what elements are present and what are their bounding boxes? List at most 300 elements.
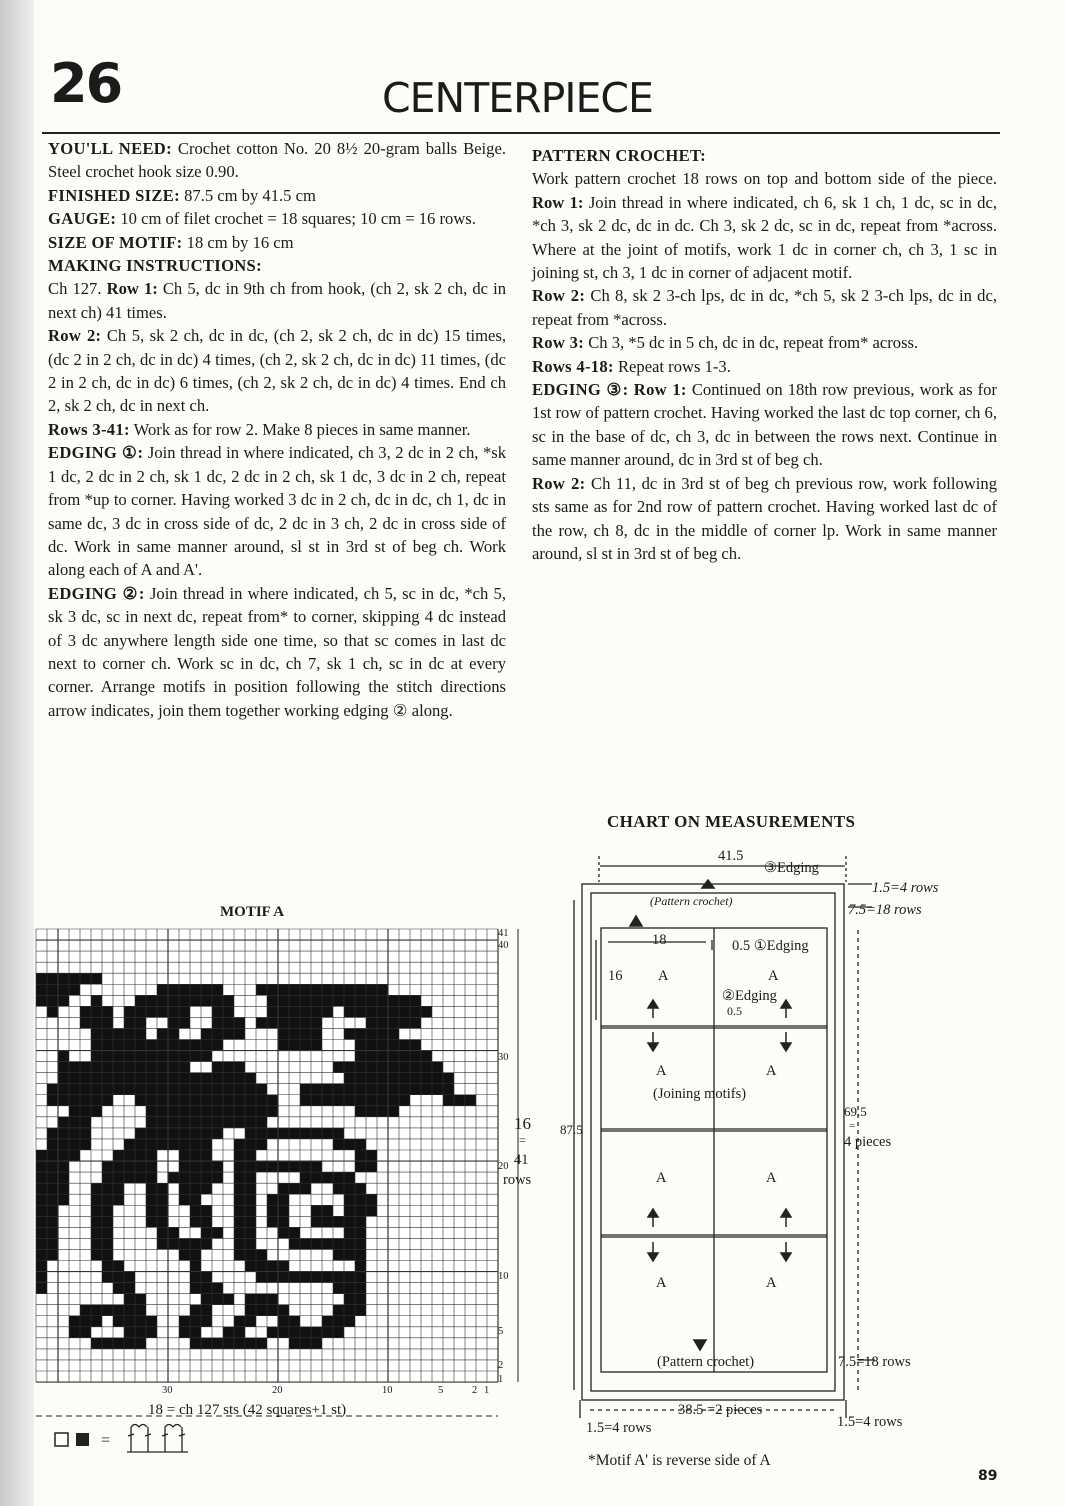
filled-mesh-square (289, 1017, 300, 1028)
filled-mesh-square (47, 1249, 58, 1260)
filled-mesh-square (212, 1128, 223, 1139)
filled-mesh-square (80, 1106, 91, 1117)
filled-mesh-square (344, 1294, 355, 1305)
filled-mesh-square (410, 1006, 421, 1017)
filled-mesh-square (245, 1073, 256, 1084)
row-number-1: 1 (498, 1374, 504, 1385)
filled-mesh-square (102, 1338, 113, 1349)
filled-mesh-square (355, 1272, 366, 1283)
paragraph-label: FINISHED SIZE: (48, 185, 180, 205)
filled-mesh-square (113, 1305, 124, 1316)
filled-mesh-square (157, 1084, 168, 1095)
filled-mesh-square (234, 1139, 245, 1150)
filled-mesh-square (267, 1261, 278, 1272)
filled-mesh-square (311, 1040, 322, 1051)
filled-mesh-square (355, 1095, 366, 1106)
filled-mesh-square (58, 973, 69, 984)
filled-mesh-square (278, 1028, 289, 1039)
filled-mesh-square (80, 1316, 91, 1327)
filled-mesh-square (113, 1028, 124, 1039)
measure-edging3: ③Edging (764, 860, 819, 876)
filled-mesh-square (58, 1194, 69, 1205)
filled-mesh-square (80, 1062, 91, 1073)
filled-mesh-square (344, 1283, 355, 1294)
filled-mesh-square (201, 1227, 212, 1238)
filled-mesh-square (223, 1017, 234, 1028)
filled-mesh-square (124, 1051, 135, 1062)
filled-mesh-square (212, 1084, 223, 1095)
filled-mesh-square (388, 1017, 399, 1028)
filled-mesh-square (300, 1327, 311, 1338)
filled-mesh-square (223, 995, 234, 1006)
filled-mesh-square (234, 1205, 245, 1216)
filled-mesh-square (179, 1006, 190, 1017)
left_column-paragraph (48, 441, 506, 581)
filled-mesh-square (333, 1238, 344, 1249)
filled-mesh-square (234, 1216, 245, 1227)
filled-mesh-square (157, 984, 168, 995)
filled-mesh-square (311, 1006, 322, 1017)
filled-mesh-square (267, 1216, 278, 1227)
filled-mesh-square (223, 1073, 234, 1084)
filled-mesh-square (256, 1128, 267, 1139)
filled-mesh-square (69, 1150, 80, 1161)
filled-mesh-square (234, 1106, 245, 1117)
filled-mesh-square (278, 1305, 289, 1316)
col-number-1: 1 (484, 1385, 490, 1396)
filled-mesh-square (58, 1095, 69, 1106)
filled-mesh-square (201, 1117, 212, 1128)
filled-mesh-square (36, 1150, 47, 1161)
filled-mesh-square (135, 1062, 146, 1073)
filled-mesh-square (36, 984, 47, 995)
filled-mesh-square (421, 1073, 432, 1084)
filled-mesh-square (113, 1194, 124, 1205)
filled-mesh-square (102, 1305, 113, 1316)
filled-mesh-square (157, 1183, 168, 1194)
filled-mesh-square (91, 1205, 102, 1216)
filled-mesh-square (157, 1139, 168, 1150)
filled-mesh-square (234, 1084, 245, 1095)
filled-mesh-square (311, 1017, 322, 1028)
filled-mesh-square (102, 1172, 113, 1183)
filled-mesh-square (322, 1095, 333, 1106)
filled-mesh-square (146, 1073, 157, 1084)
filled-mesh-square (146, 1216, 157, 1227)
paragraph-text: Ch 127. (48, 279, 107, 299)
filled-mesh-square (344, 1305, 355, 1316)
filled-mesh-square (256, 1161, 267, 1172)
filled-mesh-square (223, 1327, 234, 1338)
filled-mesh-square (355, 1084, 366, 1095)
filled-mesh-square (190, 1238, 201, 1249)
filled-mesh-square (91, 1073, 102, 1084)
filled-mesh-square (344, 1227, 355, 1238)
filled-mesh-square (322, 984, 333, 995)
filled-mesh-square (201, 1172, 212, 1183)
filled-mesh-square (223, 1062, 234, 1073)
measure-pattern-bottom: (Pattern crochet) (657, 1354, 755, 1370)
filled-mesh-square (377, 1062, 388, 1073)
filled-mesh-square (190, 984, 201, 995)
filled-mesh-square (432, 1084, 443, 1095)
filled-mesh-square (300, 1028, 311, 1039)
filled-mesh-square (36, 1161, 47, 1172)
filled-mesh-square (366, 1106, 377, 1117)
filled-mesh-square (157, 1205, 168, 1216)
filled-mesh-square (113, 1283, 124, 1294)
filled-mesh-square (190, 1305, 201, 1316)
paragraph-text: Ch 5, dc in 9th ch from hook, (ch 2, sk 2 ch, dc in next ch) 41 times. (48, 279, 506, 322)
filled-mesh-square (278, 984, 289, 995)
filled-mesh-square (157, 1028, 168, 1039)
measure-inner-w: 38.5 =2 pieces (678, 1402, 763, 1418)
measure-width: 41.5 (718, 848, 744, 864)
filled-mesh-square (234, 1238, 245, 1249)
filled-mesh-square (135, 1139, 146, 1150)
filled-mesh-square (102, 1261, 113, 1272)
filled-mesh-square (344, 1006, 355, 1017)
filled-mesh-square (256, 1084, 267, 1095)
filled-mesh-square (212, 1227, 223, 1238)
filled-mesh-square (212, 1073, 223, 1084)
filled-mesh-square (278, 1017, 289, 1028)
paragraph-text: Work pattern crochet 18 rows on top and bottom side of the piece. (532, 169, 997, 189)
filled-mesh-square (300, 1040, 311, 1051)
filled-mesh-square (344, 1028, 355, 1039)
filled-mesh-square (267, 995, 278, 1006)
paragraph-label: Row 2: (48, 326, 102, 346)
filled-mesh-square (399, 1062, 410, 1073)
cell-a-7: A (656, 1275, 667, 1291)
filled-mesh-square (36, 1227, 47, 1238)
filled-mesh-square (124, 1272, 135, 1283)
filled-mesh-square (245, 1216, 256, 1227)
filled-mesh-square (300, 1238, 311, 1249)
filled-mesh-square (421, 1062, 432, 1073)
filled-mesh-square (388, 1040, 399, 1051)
filled-mesh-square (69, 1316, 80, 1327)
paragraph-text: Ch 8, sk 2 3-ch lps, dc in dc, *ch 5, sk 2 3-ch lps, dc in dc, repeat from *across. (532, 286, 997, 329)
filled-mesh-square (146, 1183, 157, 1194)
filled-mesh-square (179, 1150, 190, 1161)
filled-mesh-square (113, 1316, 124, 1327)
filled-mesh-square (146, 1194, 157, 1205)
filled-mesh-square (333, 1139, 344, 1150)
filled-mesh-square (355, 1261, 366, 1272)
filled-mesh-square (322, 1327, 333, 1338)
filled-mesh-square (36, 1172, 47, 1183)
paragraph-row-label: Row 1: (106, 279, 158, 299)
filled-mesh-square (80, 1327, 91, 1338)
filled-mesh-square (377, 1028, 388, 1039)
filled-mesh-square (289, 1272, 300, 1283)
filled-mesh-square (69, 1095, 80, 1106)
paragraph-text: 18 cm by 16 cm (182, 232, 294, 252)
filled-mesh-square (267, 1017, 278, 1028)
filled-mesh-square (223, 1084, 234, 1095)
filled-mesh-square (245, 1172, 256, 1183)
filled-mesh-square (146, 995, 157, 1006)
filled-mesh-square (102, 1249, 113, 1260)
filled-mesh-square (256, 1139, 267, 1150)
right_column-paragraph (532, 167, 997, 284)
filled-mesh-square (234, 1183, 245, 1194)
filled-mesh-square (157, 1006, 168, 1017)
measure-inner-eq: = (849, 1120, 856, 1132)
filled-mesh-square (91, 1051, 102, 1062)
filled-mesh-square (179, 1106, 190, 1117)
filled-mesh-square (102, 1183, 113, 1194)
filled-mesh-square (366, 1095, 377, 1106)
filled-mesh-square (157, 1194, 168, 1205)
row-number-20: 20 (498, 1161, 509, 1172)
row-number-30: 30 (498, 1052, 509, 1063)
filled-mesh-square (278, 1327, 289, 1338)
filled-mesh-square (355, 1062, 366, 1073)
filled-mesh-square (256, 1017, 267, 1028)
filled-mesh-square (201, 1183, 212, 1194)
row-number-5: 5 (498, 1326, 504, 1337)
filled-mesh-square (146, 1084, 157, 1095)
motifs-area (601, 928, 827, 1372)
filled-mesh-square (113, 1150, 124, 1161)
filled-mesh-square (80, 1095, 91, 1106)
filled-mesh-square (377, 1017, 388, 1028)
paragraph-label: Row 3: (532, 333, 585, 353)
motif-chart-title: MOTIF A (220, 904, 285, 920)
filled-mesh-square (300, 1084, 311, 1095)
filled-mesh-square (190, 1150, 201, 1161)
filled-mesh-square (212, 1161, 223, 1172)
filled-mesh-square (234, 1161, 245, 1172)
filled-mesh-square (168, 1095, 179, 1106)
col-number-5: 5 (438, 1385, 444, 1396)
filled-mesh-square (190, 1161, 201, 1172)
filled-mesh-square (267, 1305, 278, 1316)
filled-mesh-square (201, 1294, 212, 1305)
filled-mesh-square (146, 1040, 157, 1051)
filled-mesh-square (113, 1062, 124, 1073)
filled-mesh-square (289, 1183, 300, 1194)
filled-mesh-square (190, 1272, 201, 1283)
filled-mesh-square (212, 1172, 223, 1183)
filled-mesh-square (135, 1051, 146, 1062)
filled-mesh-square (146, 1172, 157, 1183)
filled-mesh-square (168, 995, 179, 1006)
filled-mesh-square (69, 984, 80, 995)
filled-mesh-square (135, 1073, 146, 1084)
filled-mesh-square (91, 1017, 102, 1028)
filled-mesh-square (58, 1128, 69, 1139)
filled-mesh-square (212, 1117, 223, 1128)
filled-mesh-square (190, 1172, 201, 1183)
paragraph-label: Row 2: (532, 286, 586, 306)
filled-mesh-square (102, 1238, 113, 1249)
filled-mesh-square (223, 1106, 234, 1117)
filled-mesh-square (344, 1316, 355, 1327)
filled-mesh-square (344, 1095, 355, 1106)
cell-a-1: A (658, 968, 669, 984)
filled-mesh-square (179, 1095, 190, 1106)
filled-mesh-square (91, 1040, 102, 1051)
filled-mesh-square (146, 1095, 157, 1106)
cell-a-6: A (766, 1170, 777, 1186)
filled-mesh-square (278, 1205, 289, 1216)
filled-mesh-square (201, 1161, 212, 1172)
filled-mesh-square (201, 1238, 212, 1249)
filled-mesh-square (454, 1095, 465, 1106)
filled-mesh-square (91, 1238, 102, 1249)
filled-mesh-square (102, 1227, 113, 1238)
filled-mesh-square (146, 1062, 157, 1073)
filled-mesh-square (355, 1150, 366, 1161)
col-number-30: 30 (162, 1385, 173, 1396)
motif-reverse-note: *Motif A' is reverse side of A (588, 1452, 771, 1469)
filled-mesh-square (190, 1139, 201, 1150)
filled-mesh-square (201, 984, 212, 995)
filled-mesh-square (300, 1128, 311, 1139)
filled-mesh-square (223, 1006, 234, 1017)
filled-mesh-square (179, 1316, 190, 1327)
filled-mesh-square (245, 1128, 256, 1139)
filled-mesh-square (377, 1084, 388, 1095)
filled-mesh-square (333, 1316, 344, 1327)
filled-mesh-square (157, 1227, 168, 1238)
filled-mesh-square (47, 1150, 58, 1161)
filled-mesh-square (267, 1194, 278, 1205)
filled-mesh-square (355, 1040, 366, 1051)
filled-mesh-square (322, 1128, 333, 1139)
filled-mesh-square (366, 1073, 377, 1084)
filled-mesh-square (212, 1095, 223, 1106)
filled-mesh-square (102, 1272, 113, 1283)
filled-mesh-square (102, 1073, 113, 1084)
filled-mesh-square (256, 1305, 267, 1316)
filled-mesh-square (212, 1006, 223, 1017)
filled-mesh-square (91, 1249, 102, 1260)
filled-mesh-square (124, 1040, 135, 1051)
filled-mesh-square (212, 1338, 223, 1349)
filled-mesh-square (256, 1272, 267, 1283)
filled-mesh-square (245, 1150, 256, 1161)
filled-mesh-square (267, 1327, 278, 1338)
cell-a-8: A (766, 1275, 777, 1291)
filled-mesh-square (91, 1216, 102, 1227)
right_column-paragraph (532, 284, 997, 331)
filled-mesh-square (410, 1073, 421, 1084)
filled-mesh-square (124, 1062, 135, 1073)
filled-mesh-square (36, 1261, 47, 1272)
filled-mesh-square (366, 1017, 377, 1028)
filled-mesh-square (179, 1161, 190, 1172)
title-rule (42, 132, 1000, 134)
filled-mesh-square (245, 1338, 256, 1349)
filled-mesh-square (201, 1095, 212, 1106)
filled-mesh-square (47, 1128, 58, 1139)
filled-mesh-square (190, 1106, 201, 1117)
filled-mesh-square (124, 1017, 135, 1028)
filled-mesh-square (322, 995, 333, 1006)
filled-mesh-square (135, 1294, 146, 1305)
filled-mesh-square (322, 1006, 333, 1017)
filled-mesh-square (212, 1040, 223, 1051)
filled-mesh-square (278, 1227, 289, 1238)
filled-mesh-square (179, 995, 190, 1006)
filled-mesh-square (190, 1183, 201, 1194)
filled-mesh-square (311, 984, 322, 995)
filled-mesh-square (69, 1117, 80, 1128)
left-text-column (48, 137, 506, 722)
filled-mesh-square (399, 1051, 410, 1062)
filled-mesh-square (47, 1227, 58, 1238)
filled-mesh-square (465, 1095, 476, 1106)
filled-mesh-square (124, 1283, 135, 1294)
filled-mesh-square (91, 1194, 102, 1205)
filled-mesh-square (245, 1205, 256, 1216)
filled-mesh-square (278, 1161, 289, 1172)
filled-mesh-square (146, 1205, 157, 1216)
right_column-paragraph (532, 331, 997, 354)
outer-border (582, 884, 844, 1400)
paragraph-text: Ch 3, *5 dc in 5 ch, dc in dc, repeat from* across. (584, 333, 919, 353)
filled-mesh-square (168, 1172, 179, 1183)
filled-mesh-square (157, 995, 168, 1006)
filled-mesh-square (256, 1338, 267, 1349)
measure-top-rows1: 1.5=4 rows (872, 880, 939, 896)
filled-mesh-square (344, 1238, 355, 1249)
filled-mesh-square (322, 1216, 333, 1227)
filled-mesh-square (377, 1095, 388, 1106)
filled-mesh-square (344, 1272, 355, 1283)
filled-mesh-square (190, 1073, 201, 1084)
filled-mesh-square (388, 1084, 399, 1095)
filled-mesh-square (377, 1051, 388, 1062)
paragraph-text: 87.5 cm by 41.5 cm (179, 185, 316, 205)
filled-mesh-square (135, 1150, 146, 1161)
filled-mesh-square (443, 1073, 454, 1084)
filled-mesh-square (234, 1172, 245, 1183)
filled-mesh-square (58, 1084, 69, 1095)
filled-mesh-square (311, 1128, 322, 1139)
filled-mesh-square (146, 1139, 157, 1150)
motif-grid-background (36, 929, 498, 1382)
filled-mesh-square (135, 1172, 146, 1183)
filled-mesh-square (223, 1028, 234, 1039)
filled-mesh-square (113, 1073, 124, 1084)
filled-mesh-square (91, 1084, 102, 1095)
filled-mesh-square (377, 1040, 388, 1051)
filled-mesh-square (124, 1084, 135, 1095)
filled-square-symbol (76, 1433, 89, 1446)
filled-mesh-square (223, 1095, 234, 1106)
filled-mesh-square (201, 995, 212, 1006)
paragraph-label: GAUGE: (48, 209, 117, 229)
filled-mesh-square (344, 1062, 355, 1073)
filled-mesh-square (344, 1205, 355, 1216)
measure-motif-h: 16 (608, 968, 623, 984)
filled-mesh-square (355, 1161, 366, 1172)
filled-mesh-square (135, 1305, 146, 1316)
measure-inner-pieces: 4 pieces (844, 1134, 892, 1150)
filled-mesh-square (245, 1139, 256, 1150)
filled-mesh-square (234, 1316, 245, 1327)
filled-mesh-square (179, 1172, 190, 1183)
paragraph-label: SIZE OF MOTIF: (48, 232, 183, 252)
filled-mesh-square (157, 1238, 168, 1249)
filled-mesh-square (311, 1338, 322, 1349)
filled-mesh-square (146, 1106, 157, 1117)
